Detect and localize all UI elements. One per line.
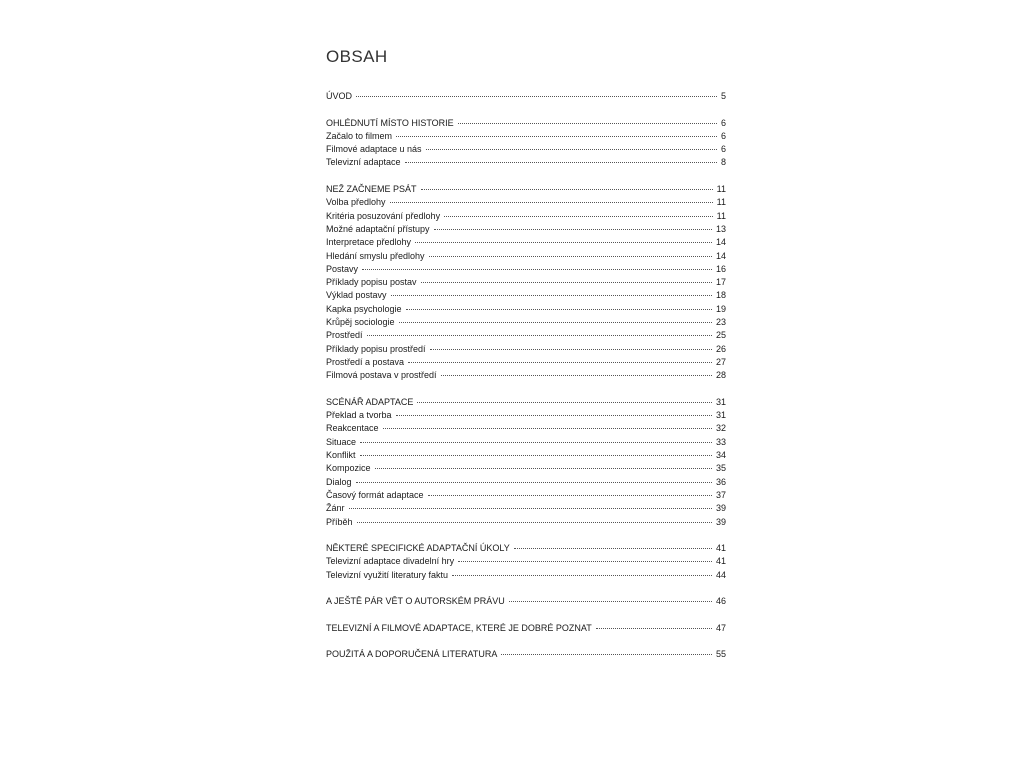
toc-section [326,595,726,608]
toc-section [326,622,726,635]
toc-subentry [326,316,726,329]
toc-chapter-entry [326,90,726,103]
toc-page-number: 47 [715,622,726,633]
table-of-contents [326,90,726,675]
toc-entry-title: Volba předlohy [326,197,386,208]
toc-entry-title: Příklady popisu prostředí [326,343,426,354]
toc-entry-title: Žánr [326,503,345,514]
toc-entry-title: Televizní adaptace divadelní hry [326,556,455,567]
toc-entry-title: POUŽITÁ A DOPORUČENÁ LITERATURA [326,649,498,660]
dot-leader [375,468,712,469]
toc-entry-title: Překlad a tvorba [326,410,392,421]
toc-section [326,183,726,382]
toc-entry-title: Postavy [326,263,359,274]
toc-subentry [326,516,726,529]
page-title: OBSAH [326,47,388,66]
toc-page-number: 35 [715,463,726,474]
toc-entry-title: Kapka psychologie [326,303,402,314]
dot-leader [501,654,712,655]
toc-subentry [326,143,726,156]
toc-subentry [326,369,726,382]
toc-page-number: 6 [720,144,726,155]
dot-leader [360,455,712,456]
toc-page-number: 41 [715,556,726,567]
toc-chapter-entry [326,648,726,661]
dot-leader [391,295,712,296]
toc-subentry [326,436,726,449]
toc-entry-title: NĚKTERÉ SPECIFICKÉ ADAPTAČNÍ ÚKOLY [326,543,510,554]
toc-chapter-entry [326,622,726,635]
toc-subentry [326,449,726,462]
toc-page-number: 39 [715,516,726,527]
toc-entry-title: SCÉNÁŘ ADAPTACE [326,396,414,407]
toc-entry-title: Výklad postavy [326,290,387,301]
dot-leader [405,162,717,163]
toc-chapter-entry [326,542,726,555]
toc-page-number: 5 [720,91,726,101]
dot-leader [408,362,712,363]
toc-subentry [326,502,726,515]
dot-leader [396,415,712,416]
dot-leader [429,256,712,257]
toc-entry-title: Hledání smyslu předlohy [326,250,425,261]
toc-entry-title: Prostředí [326,330,363,341]
toc-section [326,648,726,661]
dot-leader [514,548,712,549]
dot-leader [383,428,712,429]
toc-entry-title: Televizní využití literatury faktu [326,569,449,580]
toc-entry-title: Krůpěj sociologie [326,317,395,328]
toc-section [326,542,726,582]
toc-entry-title: Časový formát adaptace [326,489,424,500]
toc-subentry [326,263,726,276]
toc-entry-title: ÚVOD [326,91,353,101]
toc-entry-title: Kompozice [326,463,371,474]
toc-section [326,117,726,170]
toc-page-number: 28 [715,370,726,381]
toc-subentry [326,250,726,263]
toc-page-number: 14 [715,250,726,261]
toc-page-number: 6 [720,130,726,141]
dot-leader [360,442,712,443]
toc-subentry [326,462,726,475]
toc-page-number: 37 [715,489,726,500]
toc-entry-title: Dialog [326,476,352,487]
toc-entry-title: A JEŠTĚ PÁR VĚT O AUTORSKÉM PRÁVU [326,596,505,607]
toc-page-number: 44 [715,569,726,580]
dot-leader [357,522,712,523]
toc-page-number: 34 [715,450,726,461]
dot-leader [415,242,712,243]
toc-entry-title: Příklady popisu postav [326,277,417,288]
toc-page-number: 39 [715,503,726,514]
toc-page-number: 18 [715,290,726,301]
toc-subentry [326,422,726,435]
toc-entry-title: Filmové adaptace u nás [326,144,422,155]
dot-leader [596,628,712,629]
toc-entry-title: NEŽ ZAČNEME PSÁT [326,184,417,195]
toc-section [326,90,726,103]
dot-leader [452,575,712,576]
toc-subentry [326,156,726,169]
dot-leader [406,309,712,310]
dot-leader [356,482,712,483]
dot-leader [367,335,712,336]
toc-chapter-entry [326,117,726,130]
dot-leader [430,349,712,350]
toc-entry-title: Možné adaptační přístupy [326,223,430,234]
toc-page-number: 32 [715,423,726,434]
toc-subentry [326,223,726,236]
toc-entry-title: Kritéria posuzování předlohy [326,210,441,221]
toc-subentry [326,569,726,582]
dot-leader [349,508,712,509]
dot-leader [426,149,717,150]
toc-entry-title: Začalo to filmem [326,130,393,141]
toc-subentry [326,276,726,289]
dot-leader [362,269,712,270]
toc-page-number: 13 [715,223,726,234]
toc-page-number: 26 [715,343,726,354]
toc-page-number: 19 [715,303,726,314]
toc-page-number: 11 [716,210,726,221]
toc-entry-title: Situace [326,436,357,447]
toc-page-number: 11 [716,197,726,208]
toc-page-number: 23 [715,317,726,328]
toc-page-number: 25 [715,330,726,341]
toc-entry-title: OHLÉDNUTÍ MÍSTO HISTORIE [326,117,454,128]
toc-section [326,396,726,529]
dot-leader [428,495,712,496]
toc-subentry [326,555,726,568]
dot-leader [356,96,717,97]
toc-chapter-entry [326,183,726,196]
dot-leader [458,561,712,562]
toc-page-number: 41 [715,543,726,554]
toc-page-number: 36 [715,476,726,487]
toc-subentry [326,329,726,342]
toc-entry-title: Televizní adaptace [326,157,401,168]
dot-leader [441,375,712,376]
toc-subentry [326,343,726,356]
toc-subentry [326,303,726,316]
dot-leader [390,202,713,203]
toc-entry-title: Reakcentace [326,423,379,434]
toc-chapter-entry [326,595,726,608]
toc-subentry [326,210,726,223]
toc-entry-title: Prostředí a postava [326,356,405,367]
dot-leader [444,216,713,217]
dot-leader [509,601,712,602]
toc-subentry [326,130,726,143]
toc-page-number: 31 [715,410,726,421]
dot-leader [458,123,717,124]
dot-leader [399,322,712,323]
toc-entry-title: Příběh [326,516,353,527]
dot-leader [421,189,713,190]
toc-entry-title: Filmová postava v prostředí [326,370,437,381]
toc-page-number: 16 [715,263,726,274]
toc-subentry [326,356,726,369]
toc-chapter-entry [326,396,726,409]
toc-page-number: 11 [716,184,726,195]
toc-entry-title: TELEVIZNÍ A FILMOVÉ ADAPTACE, KTERÉ JE DOBRÉ POZNAT [326,622,592,633]
toc-page-number: 14 [715,237,726,248]
dot-leader [396,136,717,137]
toc-page-number: 17 [715,277,726,288]
toc-page-number: 46 [715,596,726,607]
dot-leader [417,402,712,403]
toc-entry-title: Konflikt [326,450,356,461]
toc-page-number: 55 [715,649,726,660]
toc-page-number: 8 [720,157,726,168]
toc-subentry [326,196,726,209]
toc-page-number: 31 [715,396,726,407]
toc-page-number: 27 [715,356,726,367]
dot-leader [434,229,712,230]
toc-subentry [326,476,726,489]
toc-page-number: 33 [715,436,726,447]
dot-leader [421,282,712,283]
toc-entry-title: Interpretace předlohy [326,237,412,248]
toc-subentry [326,236,726,249]
toc-subentry [326,289,726,302]
toc-subentry [326,409,726,422]
toc-page-number: 6 [720,117,726,128]
toc-subentry [326,489,726,502]
